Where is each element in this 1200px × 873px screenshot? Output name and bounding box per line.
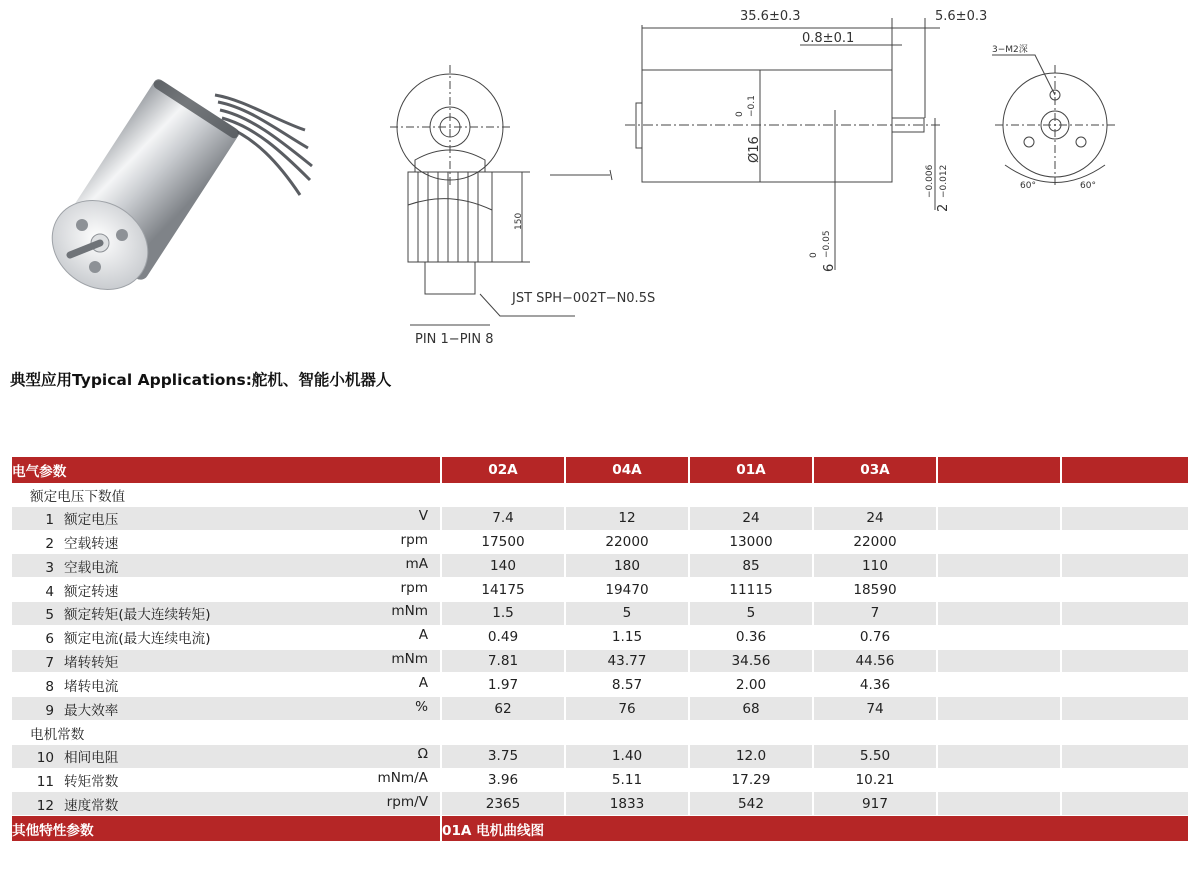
dim-boss: 6 bbox=[822, 263, 837, 272]
value-cell: 140 bbox=[440, 554, 564, 578]
table-row bbox=[12, 769, 1188, 793]
dim-diameter: Ø16 bbox=[747, 136, 762, 163]
dim-shaft-tol-lower: −0.012 bbox=[939, 164, 949, 198]
footer-right: 01A 电机曲线图 bbox=[440, 816, 1188, 841]
value-cell bbox=[1060, 769, 1188, 793]
param-number: 7 bbox=[45, 654, 54, 671]
value-cell bbox=[936, 769, 1060, 793]
screw-note: 3−M2深 bbox=[992, 45, 1028, 55]
table-row bbox=[12, 578, 1188, 602]
model-header: 01A bbox=[688, 457, 812, 483]
value-cell bbox=[1060, 554, 1188, 578]
value-cell bbox=[936, 602, 1060, 626]
param-number: 4 bbox=[45, 583, 54, 600]
dim-shaft-dia: 2 bbox=[936, 203, 951, 212]
param-name: 最大效率 bbox=[64, 702, 119, 719]
value-cell: 85 bbox=[688, 554, 812, 578]
mount-hole-icon bbox=[116, 229, 128, 241]
angle-left: 60° bbox=[1020, 181, 1036, 191]
value-cell: 917 bbox=[812, 792, 936, 816]
value-cell: 3.96 bbox=[440, 769, 564, 793]
value-cell: 1.5 bbox=[440, 602, 564, 626]
dim-boss-tol-lower: −0.05 bbox=[822, 230, 832, 258]
param-number: 1 bbox=[45, 512, 54, 529]
value-cell: 12 bbox=[564, 507, 688, 531]
param-name: 堵转电流 bbox=[64, 678, 119, 695]
model-header: 02A bbox=[440, 457, 564, 483]
param-unit: mA bbox=[405, 555, 428, 572]
value-cell: 2365 bbox=[440, 792, 564, 816]
param-number: 12 bbox=[36, 797, 54, 814]
param-name: 额定转速 bbox=[64, 583, 119, 600]
param-cell bbox=[12, 769, 440, 793]
section-rated: 额定电压下数值 bbox=[12, 483, 1188, 507]
param-number: 11 bbox=[36, 773, 54, 790]
dim-diameter-tol-upper: 0 bbox=[735, 111, 745, 117]
value-cell: 74 bbox=[812, 697, 936, 721]
param-number: 3 bbox=[45, 559, 54, 576]
technical-drawing bbox=[380, 0, 1200, 355]
dim-shaft-tol-upper: −0.006 bbox=[925, 164, 935, 198]
param-name: 空载电流 bbox=[64, 559, 119, 576]
param-name: 相间电阻 bbox=[64, 750, 119, 767]
param-cell bbox=[12, 578, 440, 602]
param-number: 8 bbox=[45, 678, 54, 695]
param-number: 9 bbox=[45, 702, 54, 719]
param-unit: rpm/V bbox=[386, 793, 428, 810]
table-row bbox=[12, 745, 1188, 769]
param-unit: mNm/A bbox=[377, 769, 428, 786]
param-cell bbox=[12, 792, 440, 816]
value-cell: 22000 bbox=[564, 531, 688, 555]
value-cell: 13000 bbox=[688, 531, 812, 555]
dim-length: 35.6±0.3 bbox=[740, 9, 801, 24]
value-cell: 76 bbox=[564, 697, 688, 721]
value-cell bbox=[1060, 626, 1188, 650]
value-cell: 3.75 bbox=[440, 745, 564, 769]
value-cell bbox=[1060, 507, 1188, 531]
param-name: 额定电压 bbox=[64, 512, 119, 529]
value-cell: 1833 bbox=[564, 792, 688, 816]
param-unit: mNm bbox=[391, 603, 428, 620]
mount-hole-icon bbox=[89, 261, 101, 273]
table-footer-row bbox=[12, 816, 1188, 841]
table-title: 电气参数 bbox=[12, 457, 440, 483]
param-cell bbox=[12, 507, 440, 531]
param-cell bbox=[12, 745, 440, 769]
value-cell bbox=[936, 792, 1060, 816]
value-cell: 7 bbox=[812, 602, 936, 626]
value-cell: 43.77 bbox=[564, 650, 688, 674]
value-cell: 542 bbox=[688, 792, 812, 816]
param-cell bbox=[12, 697, 440, 721]
param-name: 速度常数 bbox=[64, 797, 119, 814]
value-cell bbox=[1060, 792, 1188, 816]
value-cell: 8.57 bbox=[564, 673, 688, 697]
value-cell: 5.11 bbox=[564, 769, 688, 793]
value-cell bbox=[936, 673, 1060, 697]
angle-right: 60° bbox=[1080, 181, 1096, 191]
param-name: 堵转转矩 bbox=[64, 654, 119, 671]
value-cell: 1.40 bbox=[564, 745, 688, 769]
dim-boss-tol-upper: 0 bbox=[809, 252, 819, 258]
value-cell: 17500 bbox=[440, 531, 564, 555]
value-cell: 1.97 bbox=[440, 673, 564, 697]
typical-applications: 典型应用Typical Applications:舵机、智能小机器人 bbox=[10, 371, 392, 389]
side-view-body bbox=[642, 70, 892, 182]
value-cell: 1.15 bbox=[564, 626, 688, 650]
value-cell: 5.50 bbox=[812, 745, 936, 769]
dim-flange: 0.8±0.1 bbox=[802, 31, 855, 46]
value-cell: 24 bbox=[688, 507, 812, 531]
table-row bbox=[12, 697, 1188, 721]
param-unit: Ω bbox=[417, 746, 428, 763]
table-row bbox=[12, 792, 1188, 816]
value-cell: 12.0 bbox=[688, 745, 812, 769]
value-cell: 10.21 bbox=[812, 769, 936, 793]
value-cell bbox=[936, 554, 1060, 578]
value-cell: 22000 bbox=[812, 531, 936, 555]
value-cell: 19470 bbox=[564, 578, 688, 602]
param-number: 6 bbox=[45, 631, 54, 648]
value-cell bbox=[936, 745, 1060, 769]
value-cell bbox=[1060, 578, 1188, 602]
value-cell: 5 bbox=[564, 602, 688, 626]
section-constants: 电机常数 bbox=[12, 721, 1188, 745]
param-unit: A bbox=[418, 627, 428, 644]
value-cell: 62 bbox=[440, 697, 564, 721]
table-row bbox=[12, 554, 1188, 578]
value-cell: 0.76 bbox=[812, 626, 936, 650]
value-cell: 17.29 bbox=[688, 769, 812, 793]
param-name: 额定电流(最大连续电流) bbox=[64, 631, 211, 648]
value-cell: 180 bbox=[564, 554, 688, 578]
value-cell bbox=[1060, 745, 1188, 769]
value-cell: 34.56 bbox=[688, 650, 812, 674]
connector-outline bbox=[425, 262, 475, 294]
param-cell bbox=[12, 554, 440, 578]
param-number: 5 bbox=[45, 607, 54, 624]
param-cell bbox=[12, 602, 440, 626]
value-cell bbox=[936, 626, 1060, 650]
value-cell bbox=[936, 697, 1060, 721]
value-cell bbox=[936, 650, 1060, 674]
param-cell bbox=[12, 531, 440, 555]
value-cell: 18590 bbox=[812, 578, 936, 602]
param-cell bbox=[12, 650, 440, 674]
value-cell: 11115 bbox=[688, 578, 812, 602]
model-header: 04A bbox=[564, 457, 688, 483]
dim-diameter-tol-lower: −0.1 bbox=[747, 95, 757, 117]
model-header: 03A bbox=[812, 457, 936, 483]
table-header-row bbox=[12, 457, 1188, 483]
value-cell: 0.36 bbox=[688, 626, 812, 650]
mount-hole-icon bbox=[76, 219, 88, 231]
table-row bbox=[12, 673, 1188, 697]
value-cell bbox=[1060, 673, 1188, 697]
value-cell bbox=[1060, 602, 1188, 626]
param-name: 额定转矩(最大连续转矩) bbox=[64, 607, 211, 624]
table-row bbox=[12, 507, 1188, 531]
pin-note: PIN 1−PIN 8 bbox=[415, 332, 494, 347]
model-header bbox=[936, 457, 1060, 483]
value-cell: 2.00 bbox=[688, 673, 812, 697]
param-unit: rpm bbox=[400, 531, 428, 548]
param-unit: A bbox=[418, 674, 428, 691]
value-cell: 4.36 bbox=[812, 673, 936, 697]
value-cell bbox=[1060, 650, 1188, 674]
value-cell bbox=[936, 531, 1060, 555]
table-row bbox=[12, 650, 1188, 674]
param-cell bbox=[12, 626, 440, 650]
value-cell: 24 bbox=[812, 507, 936, 531]
section-header bbox=[12, 483, 1188, 507]
param-number: 2 bbox=[45, 535, 54, 552]
connector-label: JST SPH−002T−N0.5S bbox=[512, 291, 656, 306]
value-cell: 44.56 bbox=[812, 650, 936, 674]
value-cell bbox=[936, 507, 1060, 531]
value-cell: 7.4 bbox=[440, 507, 564, 531]
value-cell bbox=[1060, 697, 1188, 721]
param-name: 转矩常数 bbox=[64, 773, 119, 790]
motor-photo bbox=[30, 70, 340, 300]
param-unit: rpm bbox=[400, 579, 428, 596]
dim-shaft: 5.6±0.3 bbox=[935, 9, 988, 24]
section-header bbox=[12, 721, 1188, 745]
value-cell: 110 bbox=[812, 554, 936, 578]
param-name: 空载转速 bbox=[64, 535, 119, 552]
table-row bbox=[12, 602, 1188, 626]
value-cell: 68 bbox=[688, 697, 812, 721]
model-header bbox=[1060, 457, 1188, 483]
param-unit: % bbox=[415, 698, 428, 715]
value-cell: 0.49 bbox=[440, 626, 564, 650]
value-cell bbox=[1060, 531, 1188, 555]
param-unit: mNm bbox=[391, 650, 428, 667]
footer-left: 其他特性参数 bbox=[12, 816, 440, 841]
value-cell: 5 bbox=[688, 602, 812, 626]
value-cell bbox=[936, 578, 1060, 602]
table-row bbox=[12, 626, 1188, 650]
value-cell: 7.81 bbox=[440, 650, 564, 674]
dim-cable: 150 bbox=[514, 212, 524, 230]
value-cell: 14175 bbox=[440, 578, 564, 602]
spec-table bbox=[12, 457, 1188, 841]
param-number: 10 bbox=[36, 750, 54, 767]
table-row bbox=[12, 531, 1188, 555]
param-unit: V bbox=[418, 508, 428, 525]
param-cell bbox=[12, 673, 440, 697]
